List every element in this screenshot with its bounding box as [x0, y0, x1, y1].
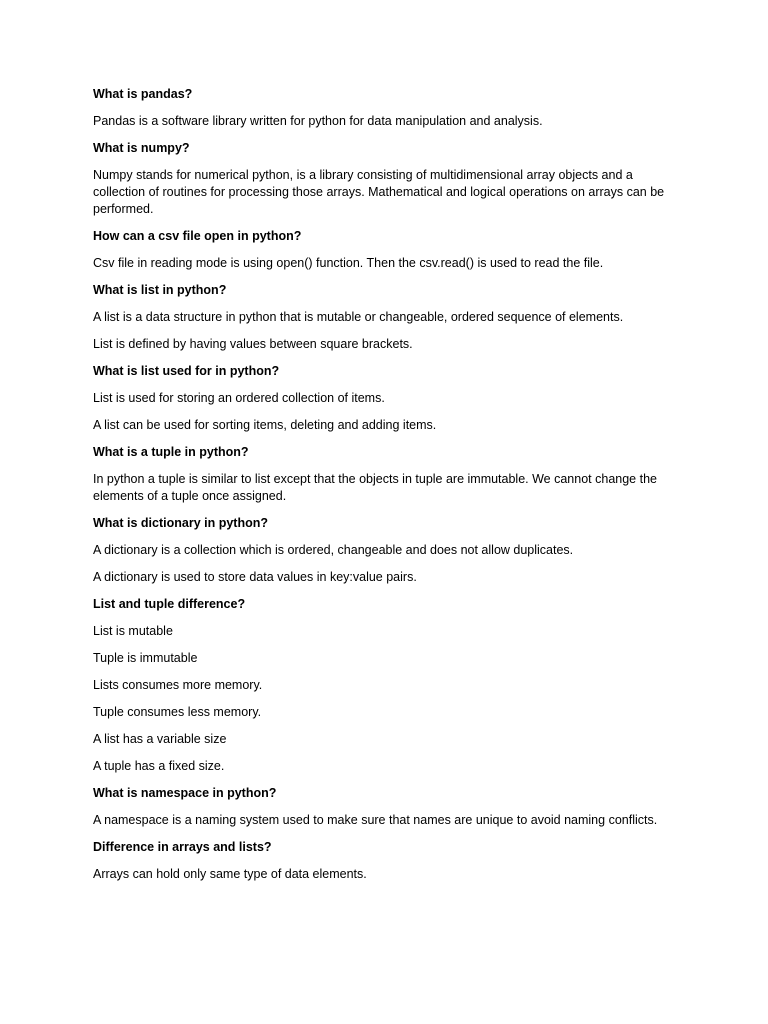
answer-paragraph: A dictionary is used to store data values in key:value pairs. [93, 570, 417, 584]
answer-paragraph: A list can be used for sorting items, deleting and adding items. [93, 418, 437, 432]
answer-paragraph: Tuple is immutable [93, 651, 198, 665]
question-heading: What is dictionary in python? [93, 516, 268, 530]
question-heading: What is numpy? [93, 141, 190, 155]
qa-block-arrays-lists [93, 839, 678, 883]
answer-paragraph: In python a tuple is similar to list except that the objects in tuple are immutable. We cannot change the elements of a tuple once assigned. [93, 472, 657, 503]
qa-block-namespace [93, 785, 678, 829]
question-heading: What is namespace in python? [93, 786, 277, 800]
answer-paragraph: Numpy stands for numerical python, is a library consisting of multidimensional array objects and a collection of routines for processing those arrays. Mathematical and logical operations on arrays can be performed. [93, 168, 665, 216]
answer-paragraph: Pandas is a software library written for python for data manipulation and analysis. [93, 114, 543, 128]
qa-block-list-tuple-difference [93, 596, 678, 775]
qa-block-list-usage [93, 363, 678, 434]
answer-paragraph: A tuple has a fixed size. [93, 759, 225, 773]
answer-paragraph: List is used for storing an ordered collection of items. [93, 391, 385, 405]
answer-paragraph: List is mutable [93, 624, 173, 638]
answer-paragraph: A dictionary is a collection which is ordered, changeable and does not allow duplicates. [93, 543, 574, 557]
question-heading: Difference in arrays and lists? [93, 840, 272, 854]
answer-paragraph: Arrays can hold only same type of data elements. [93, 867, 367, 881]
question-heading: What is a tuple in python? [93, 445, 249, 459]
qa-block-tuple [93, 444, 678, 505]
qa-block-dictionary [93, 515, 678, 586]
qa-block-csv [93, 228, 678, 272]
answer-paragraph: A list has a variable size [93, 732, 227, 746]
question-heading: What is pandas? [93, 87, 193, 101]
answer-paragraph: Lists consumes more memory. [93, 678, 263, 692]
qa-block-list [93, 282, 678, 353]
answer-paragraph: A namespace is a naming system used to make sure that names are unique to avoid naming conflicts. [93, 813, 658, 827]
answer-paragraph: List is defined by having values between square brackets. [93, 337, 413, 351]
qa-block-pandas [93, 86, 678, 130]
question-heading: What is list used for in python? [93, 364, 280, 378]
answer-paragraph: A list is a data structure in python that is mutable or changeable, ordered sequence of elements. [93, 310, 624, 324]
question-heading: What is list in python? [93, 283, 227, 297]
qa-block-numpy [93, 140, 678, 218]
question-heading: How can a csv file open in python? [93, 229, 302, 243]
answer-paragraph: Csv file in reading mode is using open() function. Then the csv.read() is used to read the file. [93, 256, 604, 270]
answer-paragraph: Tuple consumes less memory. [93, 705, 262, 719]
question-heading: List and tuple difference? [93, 597, 246, 611]
